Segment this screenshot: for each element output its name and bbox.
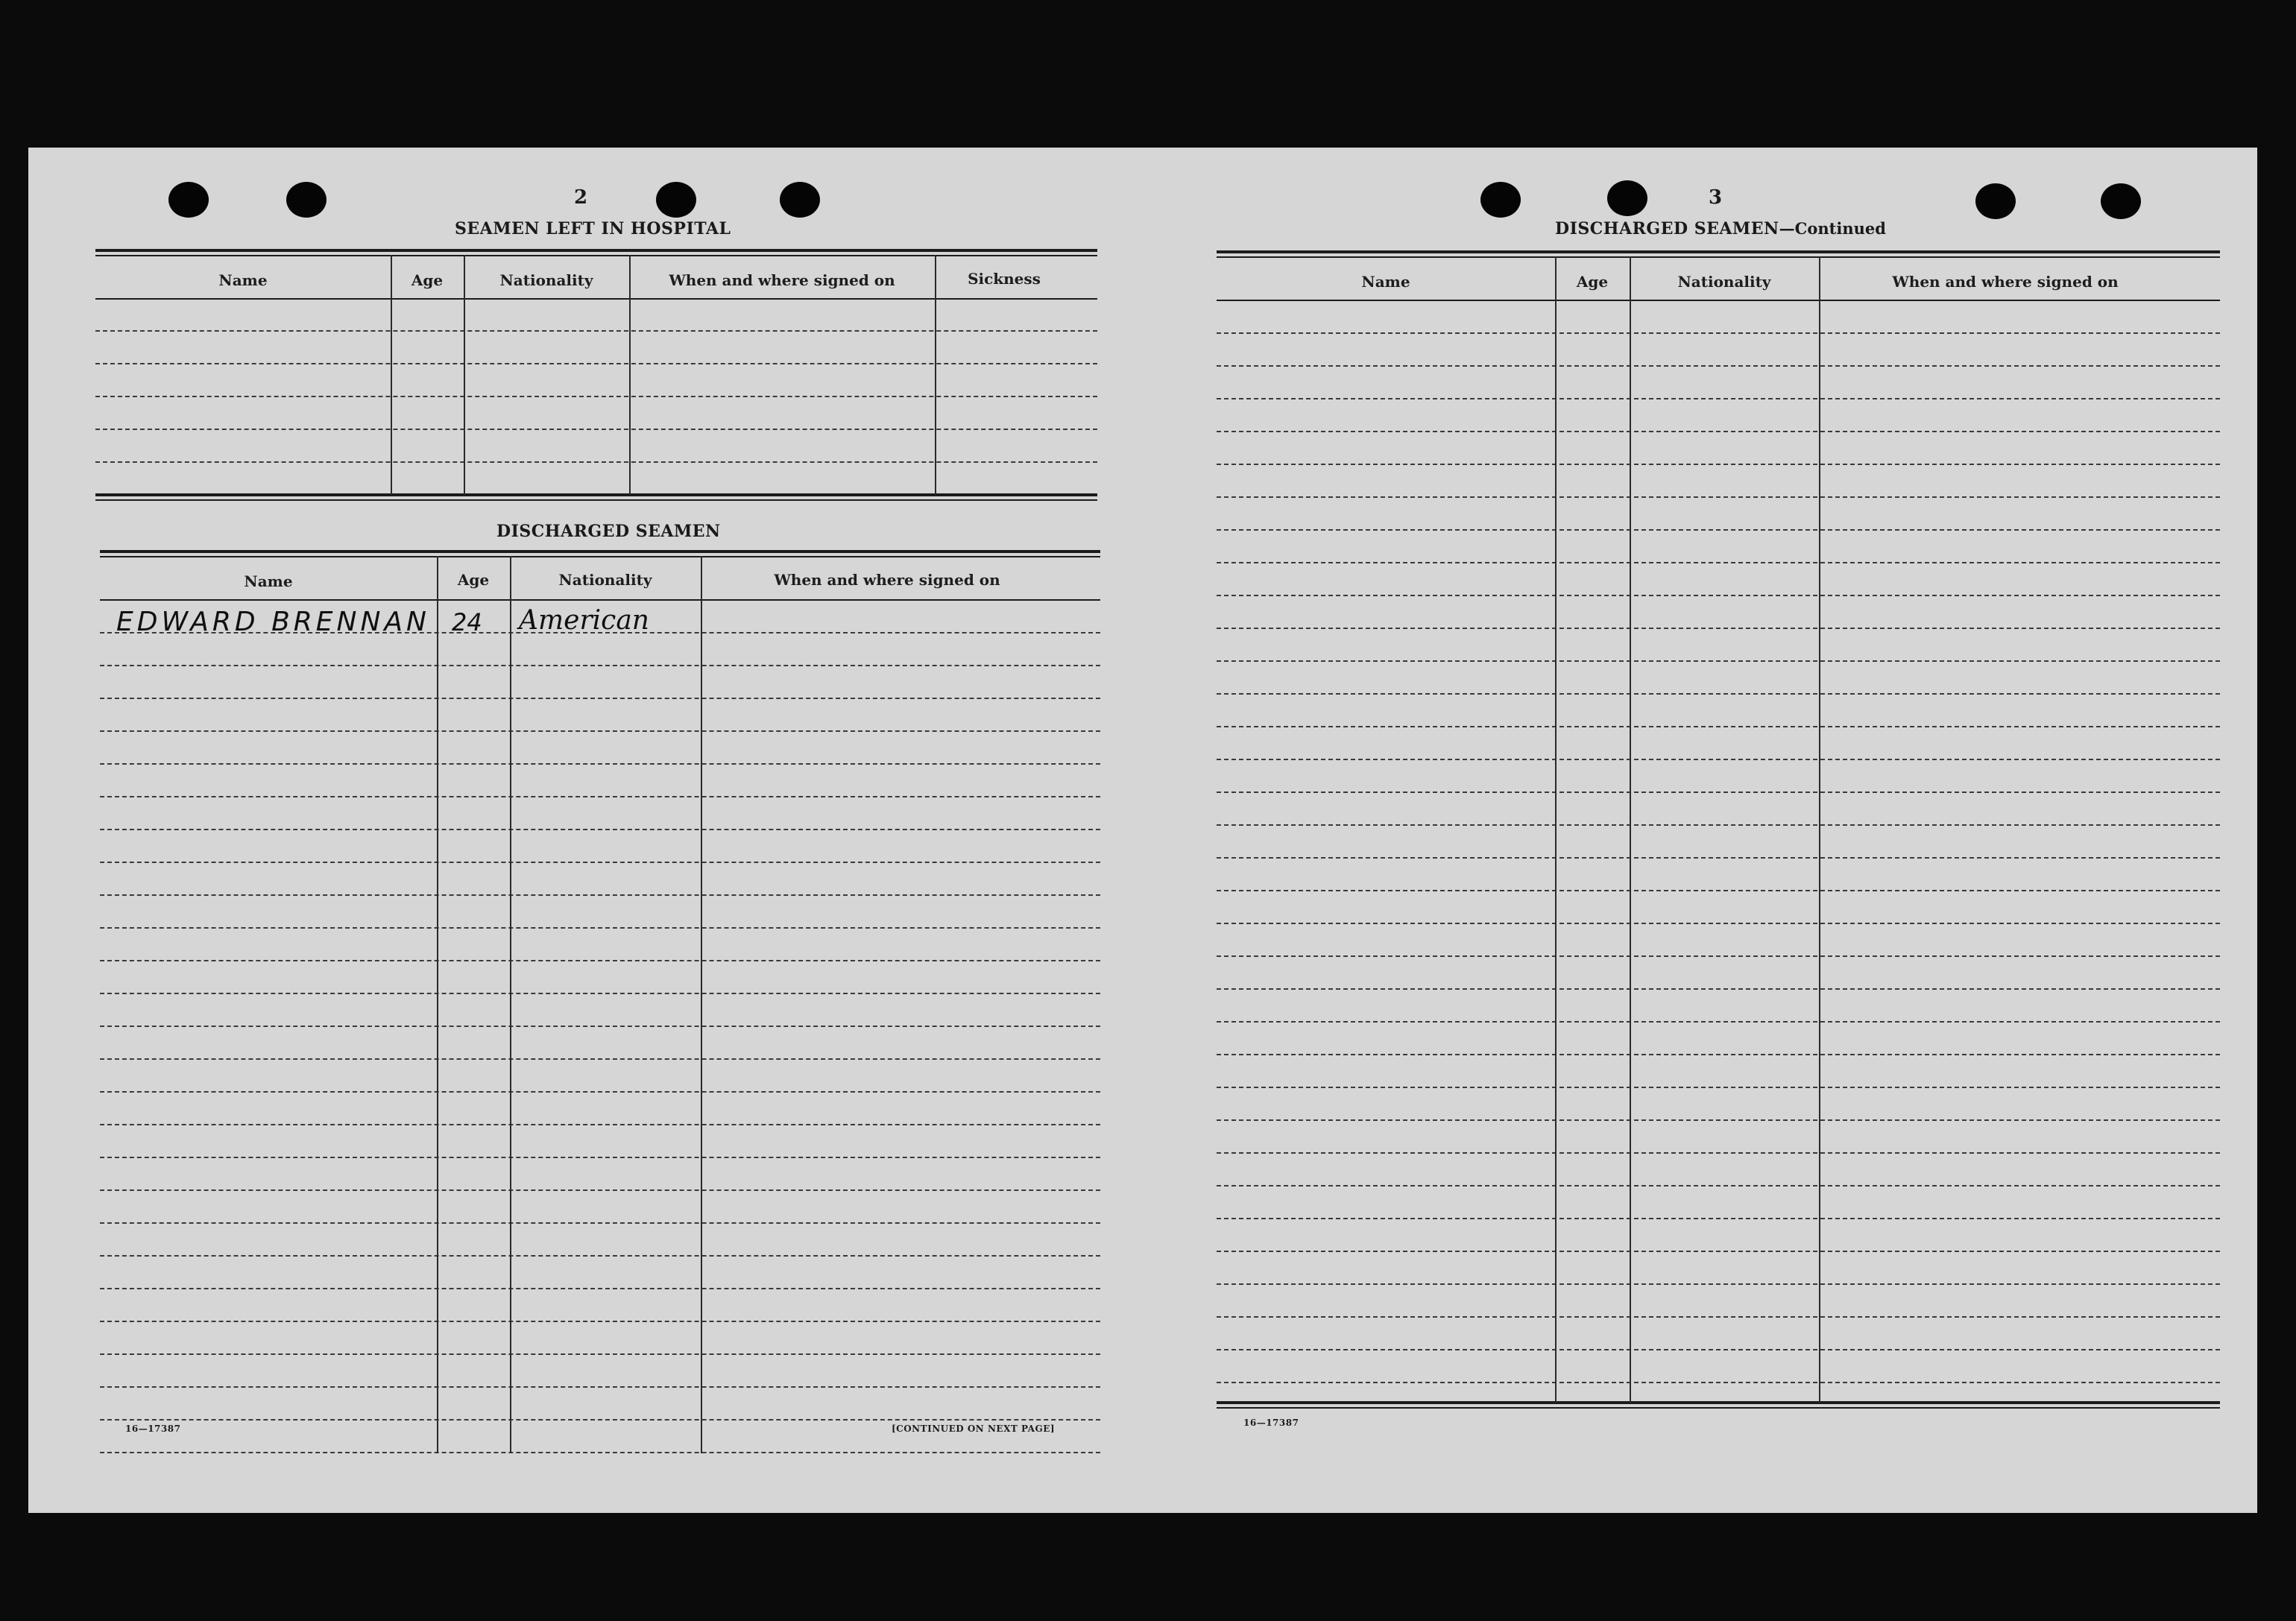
column-header-when-where: When and where signed on <box>1892 273 2119 291</box>
column-header-when-where: When and where signed on <box>669 271 895 289</box>
right-section-title-main: DISCHARGED SEAMEN <box>1555 219 1779 238</box>
entry-age: 24 <box>452 608 482 636</box>
punch-hole <box>168 182 209 218</box>
punch-hole <box>1975 183 2016 219</box>
column-header-sickness: Sickness <box>968 270 1041 288</box>
hospital-section-title: SEAMEN LEFT IN HOSPITAL <box>455 219 731 238</box>
column-header-age: Age <box>411 271 444 289</box>
column-header-nationality: Nationality <box>499 271 593 289</box>
right-form-number: 16—17387 <box>1243 1418 1299 1428</box>
punch-hole <box>286 182 327 218</box>
left-form-number: 16—17387 <box>125 1423 181 1434</box>
right-page-number: 3 <box>1709 186 1723 209</box>
discharged-table <box>100 550 1100 1464</box>
continued-note: [CONTINUED ON NEXT PAGE] <box>892 1423 1056 1434</box>
column-header-nationality: Nationality <box>1677 273 1771 291</box>
punch-hole <box>656 182 696 218</box>
entry-nationality: American <box>519 605 649 636</box>
punch-hole <box>780 182 820 218</box>
column-header-age: Age <box>1576 273 1609 291</box>
punch-hole <box>2101 183 2141 219</box>
column-header-name: Name <box>1361 273 1410 291</box>
column-header-when-where: When and where signed on <box>774 571 1000 589</box>
discharged-continued-table <box>1217 250 2220 1443</box>
punch-hole <box>1607 180 1647 216</box>
column-header-name: Name <box>218 271 268 289</box>
column-header-nationality: Nationality <box>558 571 652 589</box>
column-header-age: Age <box>457 571 490 589</box>
entry-name: EDWARD BRENNAN <box>116 607 430 637</box>
right-section-title-suffix: —Continued <box>1779 219 1886 238</box>
discharged-section-title: DISCHARGED SEAMEN <box>496 522 721 541</box>
left-page-number: 2 <box>574 186 588 209</box>
punch-hole <box>1480 182 1521 218</box>
right-section-title <box>1555 219 1886 238</box>
column-header-name: Name <box>244 572 293 590</box>
form-sheet <box>28 148 2257 1513</box>
